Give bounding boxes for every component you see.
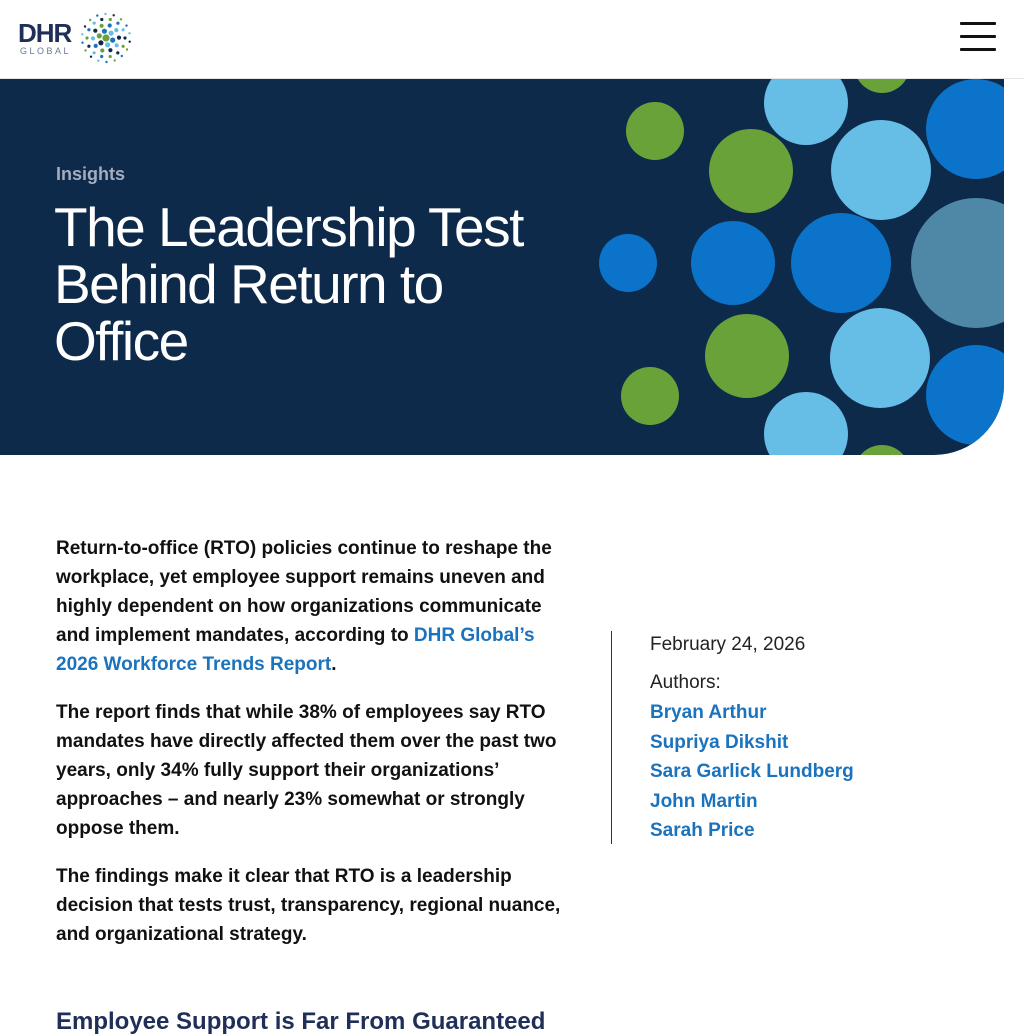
logo-dot <box>122 28 125 31</box>
menu-bar-middle <box>960 35 996 38</box>
logo-dot <box>94 44 98 48</box>
logo-dot <box>90 56 92 58</box>
logo-dot <box>123 36 126 39</box>
hero-circle <box>621 367 679 425</box>
logo-dot <box>109 31 114 36</box>
hamburger-menu-icon[interactable] <box>958 20 998 54</box>
hero-circle <box>854 445 910 455</box>
logo-subtext: GLOBAL <box>20 46 72 56</box>
article-meta <box>650 630 980 846</box>
logo-dot <box>128 32 130 34</box>
logo-dot <box>121 55 123 57</box>
hero-circle <box>926 345 1004 445</box>
hero-circle <box>764 392 848 455</box>
hero-circle <box>911 198 1004 328</box>
logo-dot <box>109 18 112 21</box>
authors-label: Authors: <box>650 672 721 693</box>
logo-dot <box>98 40 103 45</box>
logo-dot <box>96 14 98 16</box>
hero-circle <box>709 129 793 213</box>
logo-dot <box>122 45 125 48</box>
logo-dot <box>108 48 112 52</box>
logo-dot <box>81 33 83 35</box>
hero-circle <box>626 102 684 160</box>
logo-dot <box>116 22 119 25</box>
hero-circle <box>764 79 848 145</box>
logo-dot <box>100 48 104 52</box>
paragraph-conclusion: The findings make it clear that RTO is a leadership decision that tests trust, transparency, regional nuance, and organizational strategy. <box>56 866 561 945</box>
hero-circle <box>926 79 1004 179</box>
logo-dot <box>97 33 102 38</box>
logo-dot <box>100 55 103 58</box>
hero-circle <box>599 234 657 292</box>
logo-dot <box>105 61 107 63</box>
report-link[interactable]: DHR Global’s 2026 Workforce Trends Report <box>56 625 535 675</box>
logo-dot <box>105 42 110 47</box>
logo-dot <box>87 45 90 48</box>
dhr-global-logo[interactable] <box>18 12 138 68</box>
logo-dot <box>115 43 119 47</box>
logo-text: DHR <box>18 18 72 48</box>
paragraph-findings: The report finds that while 38% of employees say RTO mandates have directly affected them over the past two years, only 34% fully support their organizations’ approaches – and nearly 23% somewhat or strongly oppose them. <box>56 702 557 839</box>
logo-dot <box>114 59 116 61</box>
author-link-john-martin[interactable]: John Martin <box>650 790 758 812</box>
page-title: The Leadership Test Behind Return to Office <box>54 196 523 372</box>
hero-banner <box>0 79 1004 455</box>
logo-dot <box>100 24 104 28</box>
logo-dot <box>97 60 99 62</box>
logo-dot <box>84 49 86 51</box>
publish-date: February 24, 2026 <box>650 634 806 655</box>
logo-dots-icon <box>78 12 134 68</box>
logo-dot <box>129 41 131 43</box>
logo-dot <box>102 29 107 34</box>
hero-circle <box>854 79 910 93</box>
hero-circle <box>830 308 930 408</box>
logo-dot <box>93 51 96 54</box>
logo-dot <box>110 38 115 43</box>
article-body <box>56 534 576 968</box>
menu-bar-top <box>960 22 996 25</box>
logo-dot <box>102 34 109 41</box>
logo-dot <box>109 55 112 58</box>
logo-dot <box>113 14 115 16</box>
logo-dot <box>93 22 96 25</box>
logo-dot <box>91 36 95 40</box>
hero-circle <box>691 221 775 305</box>
logo-dot <box>84 25 86 27</box>
logo-dot <box>108 23 112 27</box>
intro-text: Return-to-office (RTO) policies continue to reshape the workplace, yet employee support remains uneven and highly dependent on how organizations communicate and implement mandates, according to <box>56 538 552 646</box>
logo-dot <box>89 19 91 21</box>
category-label[interactable]: Insights <box>56 164 126 184</box>
intro-end: . <box>331 654 337 675</box>
logo-dot <box>117 36 121 40</box>
logo-dot <box>114 28 118 32</box>
logo-dot <box>85 36 88 39</box>
hero-circle <box>831 120 931 220</box>
site-header <box>0 0 1024 79</box>
sidebar-divider <box>611 631 612 844</box>
logo-dot <box>104 13 106 15</box>
logo-dot <box>125 24 127 26</box>
paragraph-intro <box>56 534 576 679</box>
logo-dot <box>93 29 97 33</box>
logo-dot <box>100 18 103 21</box>
author-link-sarah-price[interactable]: Sarah Price <box>650 820 755 841</box>
hero-circle <box>705 314 789 398</box>
author-link-supriya-dikshit[interactable]: Supriya Dikshit <box>650 731 789 753</box>
logo-dot <box>81 42 83 44</box>
logo-dot <box>120 18 122 20</box>
author-link-sara-garlick-lundberg[interactable]: Sara Garlick Lundberg <box>650 761 854 782</box>
hero-circle <box>791 213 891 313</box>
section-heading: Employee Support is Far From Guaranteed <box>56 1008 546 1035</box>
menu-bar-bottom <box>960 48 996 51</box>
logo-dot <box>87 28 90 31</box>
author-link-bryan-arthur[interactable]: Bryan Arthur <box>650 702 767 723</box>
logo-dot <box>126 48 128 50</box>
logo-dot <box>116 51 119 54</box>
